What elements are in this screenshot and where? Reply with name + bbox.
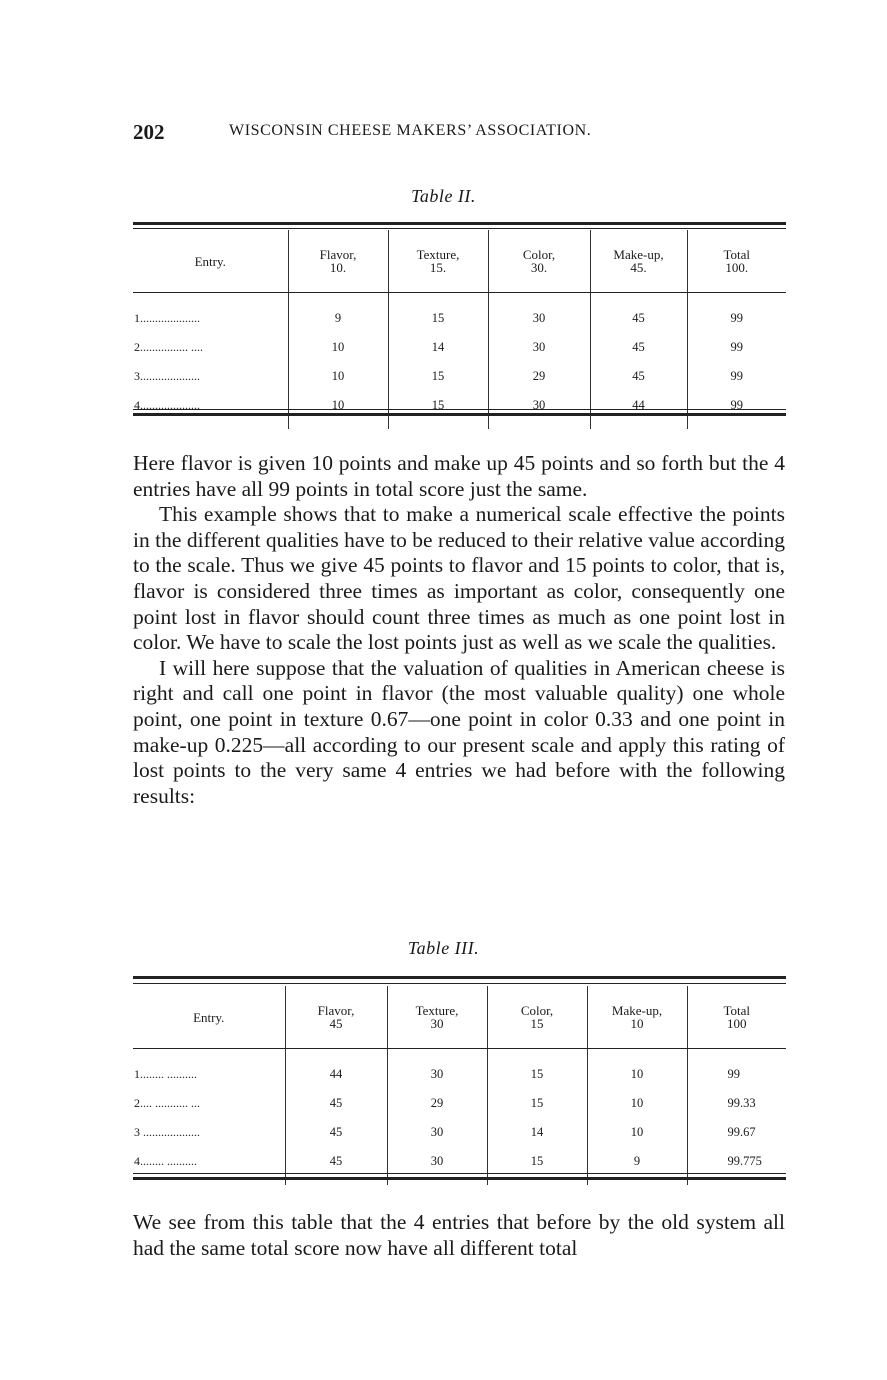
- column-header-color: Color, 30.: [488, 230, 590, 293]
- table-2-bottom-rule: [133, 413, 786, 416]
- table-header-row: [133, 230, 786, 293]
- page-number: 202: [133, 120, 165, 144]
- table-2-caption: Table II.: [411, 186, 476, 206]
- paragraph-1: Here flavor is given 10 points and make up 45 points and so forth but the 4 entries have all 99 points in total score just the same.: [133, 451, 785, 501]
- column-header-entry: Entry.: [133, 986, 285, 1049]
- page-header: [133, 120, 783, 150]
- table-row: 1.................... 9 15 30 45 99: [133, 293, 786, 334]
- paragraph-2: This example shows that to make a numerical scale effective the points in the different qualities have to be reduced to their relative value according to the scale. Thus we give 45 points to flavor and 15 points to color, that is, flavor is considered three times as important as color, consequently one point lost in flavor should count three times as much as one point lost in color. We have to scale the lost points just as well as we scale the qualities.: [133, 502, 785, 655]
- table-header-row: [133, 986, 786, 1049]
- table-row: 4........ .......... 45 30 15 9 99.775: [133, 1147, 786, 1185]
- paragraph-3: I will here suppose that the valuation of qualities in American cheese is right and call one point in flavor (the most valuable quality) one whole point, one point in texture 0.67—one point in color 0.33 and one point in make-up 0.225—all according to our present scale and apply this rating of lost points to the very same 4 entries we had before with the following results:: [133, 655, 785, 808]
- table-row: 4.................... 10 15 30 44 99: [133, 391, 786, 429]
- body-text-lower: [133, 1210, 785, 1261]
- table-3-caption: Table III.: [407, 938, 480, 958]
- table-2-top-rule: [133, 222, 786, 225]
- column-header-total: Total 100.: [687, 230, 786, 293]
- column-header-flavor: Flavor, 45: [285, 986, 387, 1049]
- column-header-flavor: Flavor, 10.: [288, 230, 388, 293]
- table-3: [133, 986, 786, 1185]
- table-row: 3 ................... 45 30 14 10 99.67: [133, 1118, 786, 1147]
- column-header-makeup: Make-up, 45.: [590, 230, 687, 293]
- table-row: 3.................... 10 15 29 45 99: [133, 362, 786, 391]
- table-row: 1........ .......... 44 30 15 10 99: [133, 1049, 786, 1090]
- table-row: 2................ .... 10 14 30 45 99: [133, 333, 786, 362]
- column-header-total: Total 100: [687, 986, 786, 1049]
- table-3-top-rule: [133, 976, 786, 979]
- column-header-texture: Texture, 30: [387, 986, 487, 1049]
- body-text-upper: [133, 451, 785, 809]
- table-2-top-rule-thin: [133, 228, 786, 229]
- table-2: [133, 230, 786, 429]
- column-header-color: Color, 15: [487, 986, 587, 1049]
- column-header-entry: Entry.: [133, 230, 288, 293]
- table-3-top-rule-thin: [133, 983, 786, 984]
- paragraph-4: We see from this table that the 4 entries that before by the old system all had the same total score now have all different total: [133, 1210, 785, 1260]
- table-row: 2.... ........... ... 45 29 15 10 99.33: [133, 1089, 786, 1118]
- column-header-texture: Texture, 15.: [388, 230, 488, 293]
- running-head: WISCONSIN CHEESE MAKERS’ ASSOCIATION.: [229, 122, 592, 139]
- table-3-bottom-rule-thin: [133, 1173, 786, 1174]
- column-header-makeup: Make-up, 10: [587, 986, 687, 1049]
- table-2-bottom-rule-thin: [133, 409, 786, 410]
- table-3-bottom-rule: [133, 1177, 786, 1180]
